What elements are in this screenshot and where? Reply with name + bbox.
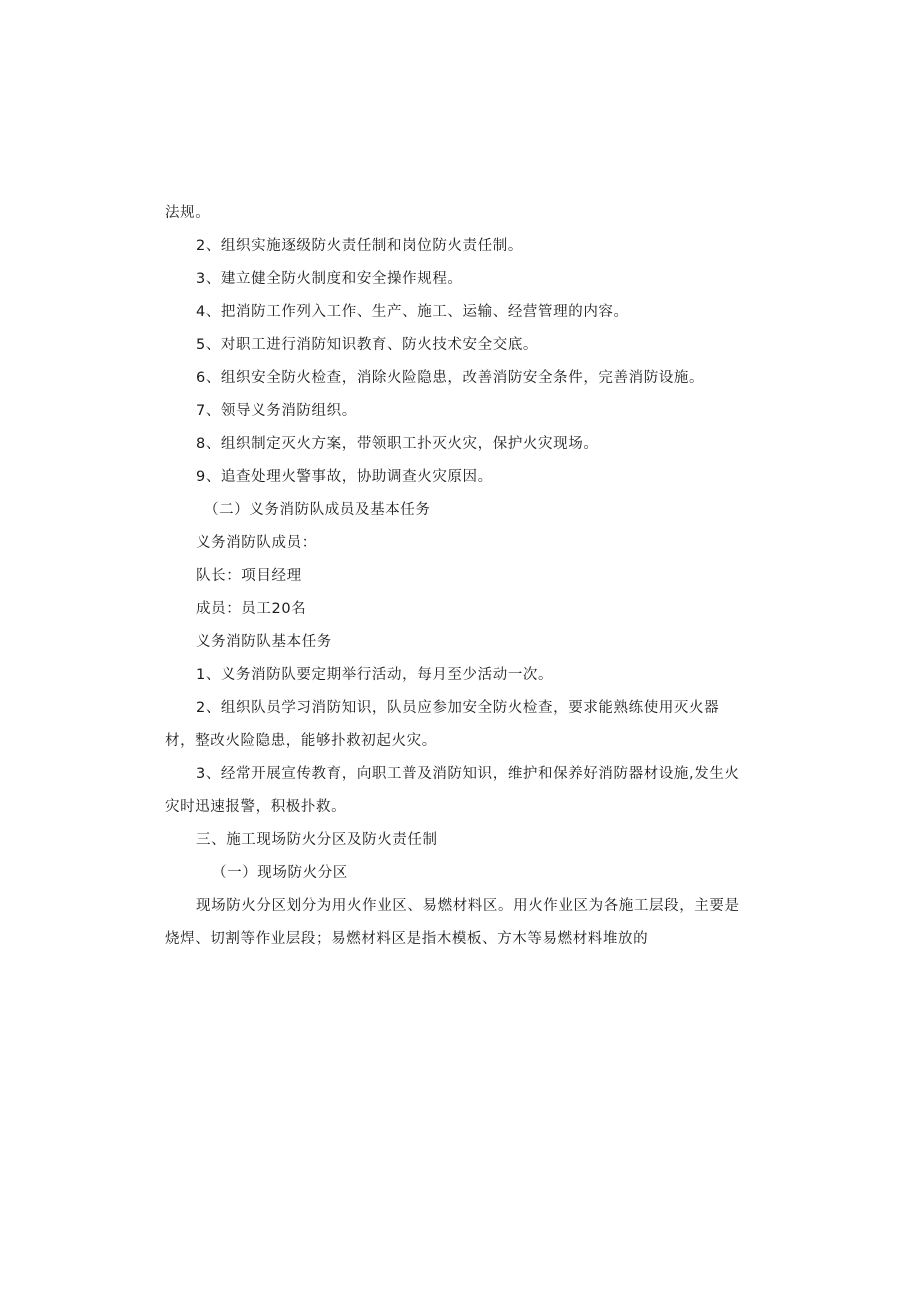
list-item: 6、组织安全防火检查，消除火险隐患，改善消防安全条件，完善消防设施。: [196, 370, 705, 386]
paragraph-line: 队长：项目经理: [196, 568, 302, 584]
list-item: 4、把消防工作列入工作、生产、施工、运输、经营管理的内容。: [196, 304, 629, 320]
list-item: 5、对职工进行消防知识教育、防火技术安全交底。: [196, 337, 539, 353]
list-item: 3、建立健全防火制度和安全操作规程。: [196, 271, 463, 287]
section-heading: 三、施工现场防火分区及防火责任制: [196, 832, 438, 848]
section-heading: （一）现场防火分区: [212, 865, 348, 881]
paragraph-line: 法规。: [165, 205, 211, 221]
list-item: 2、组织队员学习消防知识，队员应参加安全防火检查，要求能熟练使用灭火器: [196, 700, 720, 716]
list-item: 3、经常开展宣传教育，向职工普及消防知识，维护和保养好消防器材设施,发生火: [196, 766, 740, 782]
list-item: 1、义务消防队要定期举行活动，每月至少活动一次。: [196, 667, 554, 683]
list-item: 8、组织制定灭火方案，带领职工扑灭火灾，保护火灾现场。: [196, 436, 599, 452]
paragraph-line: 成员：员工20名: [196, 601, 307, 617]
paragraph-line: 现场防火分区划分为用火作业区、易燃材料区。用火作业区为各施工层段，主要是: [196, 898, 740, 914]
paragraph-line: 烧焊、切割等作业层段；易燃材料区是指木模板、方木等易燃材料堆放的: [165, 931, 649, 947]
list-item: 9、追查处理火警事故，协助调查火灾原因。: [196, 469, 493, 485]
paragraph-line: 材，整改火险隐患，能够扑救初起火灾。: [165, 733, 437, 749]
paragraph-line: 义务消防队成员：: [196, 535, 317, 551]
paragraph-line: 义务消防队基本任务: [196, 634, 332, 650]
section-heading: （二）义务消防队成员及基本任务: [204, 502, 431, 518]
list-item: 7、领导义务消防组织。: [196, 403, 357, 419]
paragraph-line: 灾时迅速报警，积极扑救。: [165, 799, 347, 815]
list-item: 2、组织实施逐级防火责任制和岗位防火责任制。: [196, 238, 523, 254]
